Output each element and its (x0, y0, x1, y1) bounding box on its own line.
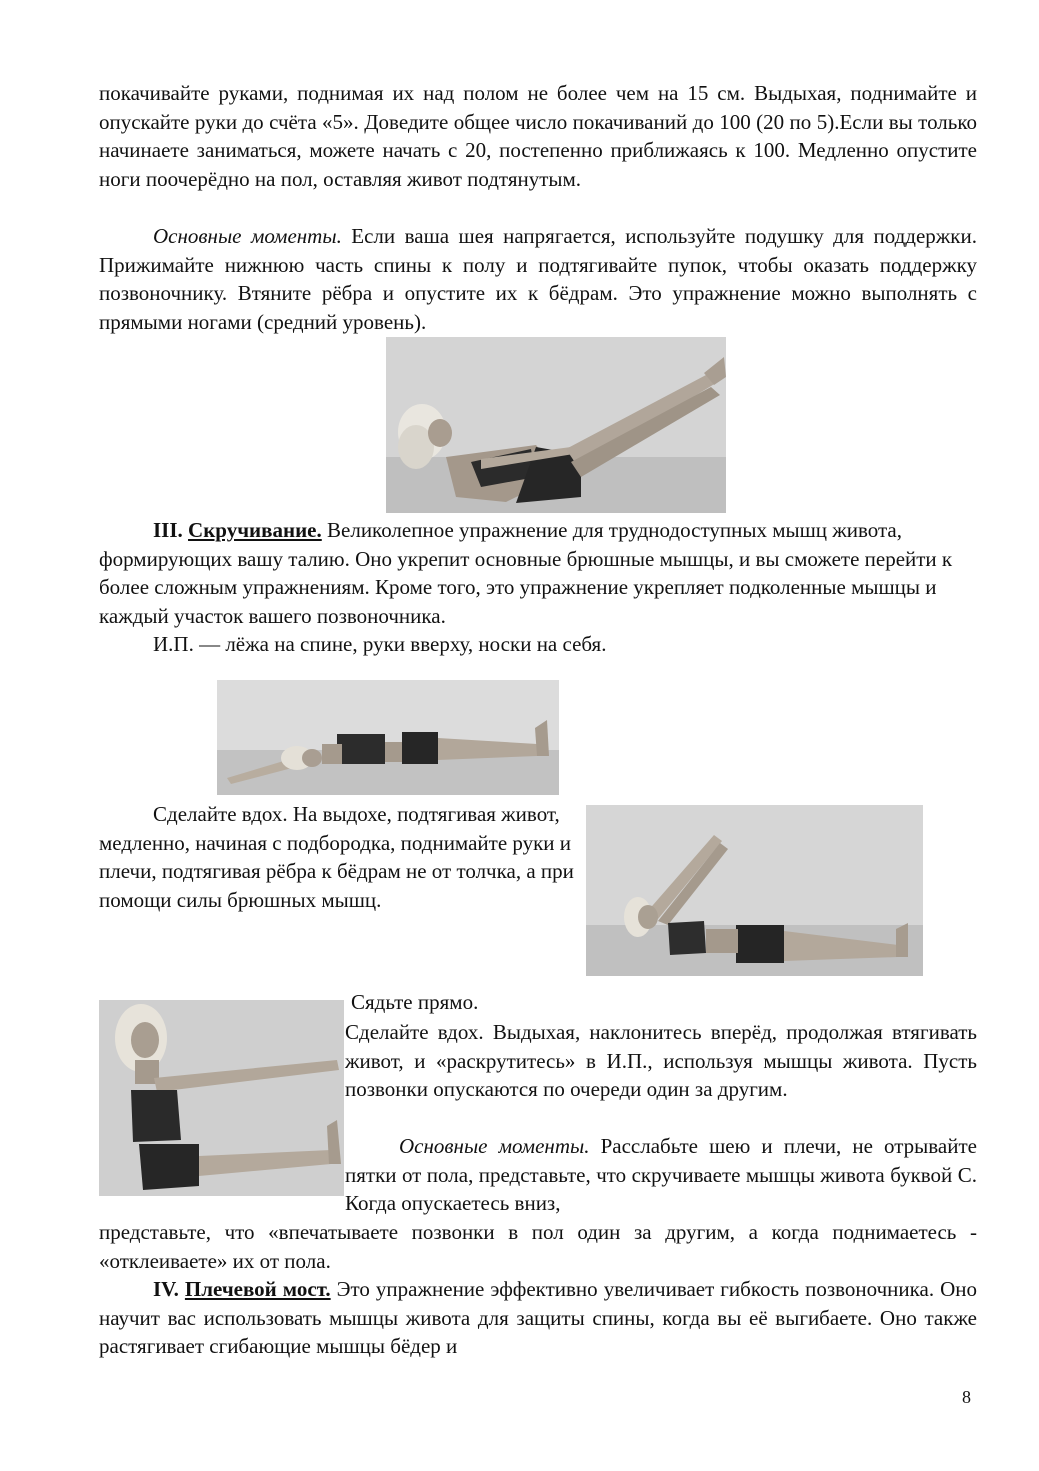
start-position-photo (217, 680, 559, 795)
key-points-2-continuation: представьте, что «впечатываете позвонки в пол один за другим, а когда поднимаетесь - «отклеиваете» их от пола. (99, 1220, 977, 1273)
section-3-text: Великолепное упражнение для труднодоступных мышц живота, формирующих вашу талию. Оно укрепит основные брюшные мышцы, и вы сможете перейти к более сложным упражнениям. Кроме того, это упражнение укрепляет подколенные мышцы и каждый участок вашего позвоночника. (99, 518, 953, 628)
section-4-title: Плечевой мост. (184, 1277, 331, 1301)
roll-up-photo (586, 805, 923, 976)
start-position-line: И.П. — лёжа на спине, руки вверху, носки на себя. (153, 632, 607, 656)
key-points-paragraph-2 (345, 1132, 977, 1218)
key-points-paragraph-1 (99, 222, 977, 336)
section-4-paragraph (99, 1275, 977, 1361)
step-exhale-paragraph: Сделайте вдох. Выдыхая, наклонитесь вперёд, продолжая втягивать живот, и «раскрутитесь» в И.П., используя мышцы живота. Пусть позвонки опускаются по очереди один за другим. (345, 1020, 977, 1102)
key-points-2-label: Основные моменты. (399, 1134, 590, 1158)
step-inhale-paragraph: Сделайте вдох. На выдохе, подтягивая живот, медленно, начиная с подбородка, поднимайте руки и плечи, подтягивая рёбра к бёдрам не от толчка, а при помощи силы брюшных мышц. (99, 802, 574, 912)
section-3-number: III. (153, 518, 183, 542)
section-4-text: Это упражнение эффективно увеличивает гибкость позвоночника. Оно научит вас использовать мышцы живота для защиты спины, когда вы её выгибаете. Оно также растягивает сгибающие мышцы бёдер и (99, 1277, 977, 1359)
section-4-number: IV. (153, 1277, 179, 1301)
section-3-paragraph (99, 516, 977, 630)
key-points-text: Если ваша шея напрягается, используйте подушку для поддержки. Прижимайте нижнюю часть спины к полу и подтягивайте пупок, чтобы оказать поддержку позвоночнику. Втяните рёбра и опустите их к бёдрам. Это упражнение можно выполнять с прямыми ногами (средний уровень). (99, 224, 977, 334)
sitting-up-photo (99, 1000, 344, 1196)
hundred-exercise-photo (386, 337, 726, 513)
page-number: 8 (962, 1387, 971, 1407)
key-points-label: Основные моменты. (153, 224, 342, 248)
paragraph-hundred-exercise: покачивайте руками, поднимая их над полом не более чем на 15 см. Выдыхая, поднимайте и опускайте руки до счёта «5». Доведите общее число покачиваний до 100 (20 по 5).Если вы только начинаете заниматься, можете начать с 20, постепенно приближаясь к 100. Медленно опустите ноги поочерёдно на пол, оставляя живот подтянутым. (99, 81, 977, 191)
section-3-title: Скручивание. (188, 518, 322, 542)
key-points-2-text: Расслабьте шею и плечи, не отрывайте пятки от пола, представьте, что скручиваете мышцы живота буквой С. Когда опускаетесь вниз, (345, 1134, 977, 1216)
step-sit-line: Сядьте прямо. (351, 990, 479, 1014)
